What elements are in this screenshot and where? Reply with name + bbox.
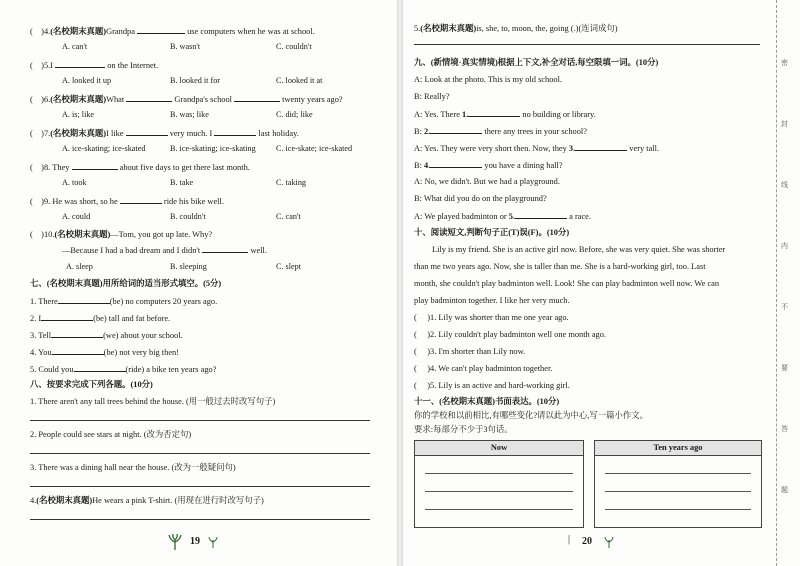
section-10-title: 十、阅读短文,判断句子正(T)误(F)。(10分)	[414, 228, 570, 237]
option-b: B. take	[170, 178, 194, 187]
binding-char: 不	[781, 303, 788, 311]
answer-blank[interactable]	[430, 126, 482, 134]
option-b: B. couldn't	[170, 212, 206, 221]
answer-blank[interactable]	[214, 128, 256, 136]
section-7-title: 七、(名校期末真题)用所给词的适当形式填空。(5分)	[30, 279, 222, 288]
fill-item-5: 5. Could you (ride) a bike ten years ago?	[30, 365, 217, 374]
dialog-line: A: Yes. They were very short then. Now, they 3. very tall.	[414, 144, 660, 153]
binding-char: 内	[781, 242, 788, 250]
page-number-left: 19	[190, 536, 200, 547]
dialog-line: B: 2. there any trees in your school?	[414, 127, 587, 136]
dialog-line: A: No, we didn't. But we had a playground.	[414, 177, 560, 186]
answer-line[interactable]	[414, 44, 760, 45]
fill-item-4: 4. You (be) not very big then!	[30, 348, 180, 357]
option-b: B. looked it for	[170, 76, 221, 85]
option-b: B. sleeping	[170, 262, 207, 271]
question-5: ( )5.I on the Internet.	[30, 61, 159, 70]
option-b: B. wasn't	[170, 42, 201, 51]
option-a: A. ice-skating; ice-skated	[62, 144, 146, 153]
passage-line: than me two years ago. Now, she is taller than me. She is a hard-working girl, too. Last	[414, 262, 706, 271]
page-number-right: 20	[582, 536, 592, 547]
binding-char: 密	[781, 59, 788, 67]
dialog-line: A: We played badminton or 5. a race.	[414, 212, 591, 221]
dialog-line: B: What did you do on the playground?	[414, 194, 547, 203]
binding-line	[776, 0, 777, 566]
option-c: C. ice-skate; ice-skated	[276, 144, 353, 153]
rewrite-item-2: 2. People could see stars at night. (改为否定句)	[30, 430, 192, 439]
answer-blank[interactable]	[51, 330, 103, 338]
answer-blank[interactable]	[137, 26, 185, 34]
option-b: B. was; like	[170, 110, 209, 119]
answer-blank[interactable]	[72, 162, 118, 170]
page-number-left-ornament	[168, 534, 182, 553]
writing-prompt: 你的学校和以前相比,有哪些变化?请以此为中心,写一篇小作文。	[414, 411, 649, 420]
option-c: C. did; like	[276, 110, 313, 119]
binding-char: 要	[781, 364, 788, 372]
ten-years-ago-header: Ten years ago	[595, 441, 761, 456]
rewrite-item-1: 1. There aren't any tall trees behind the house. (用一般过去时改写句子)	[30, 397, 276, 406]
answer-line[interactable]	[30, 453, 370, 454]
question-7: ( )7.(名校期末真题)I like very much. I last holiday.	[30, 129, 299, 138]
question-6: ( )6.(名校期末真题)What Grandpa's school twenty years ago?	[30, 95, 343, 104]
book-gutter	[397, 0, 403, 566]
answer-blank[interactable]	[52, 347, 104, 355]
rewrite-item-4: 4.(名校期末真题)He wears a pink T-shirt. (用现在进行时改写句子)	[30, 496, 264, 505]
option-c: C. taking	[276, 178, 307, 187]
fill-item-1: 1. There (be) no computers 20 years ago.	[30, 297, 218, 306]
answer-line[interactable]	[30, 486, 370, 487]
answer-blank[interactable]	[575, 143, 627, 151]
option-a: A. looked it up	[62, 76, 112, 85]
option-a: A. is; like	[62, 110, 95, 119]
now-box[interactable]	[414, 440, 584, 528]
dialog-line: A: Yes. There 1. no building or library.	[414, 110, 596, 119]
question-8: ( )8. They about five days to get there last month.	[30, 163, 250, 172]
answer-blank[interactable]	[234, 94, 280, 102]
binding-char: 封	[781, 120, 788, 128]
plant-icon-small	[208, 536, 218, 551]
answer-line[interactable]	[30, 420, 370, 421]
question-9: ( )9. He was short, so he ride his bike well.	[30, 197, 224, 206]
question-10: ( )10.(名校期末真题)—Tom, you got up late. Why?	[30, 230, 213, 239]
passage-line: Lily is my friend. She is an active girl now. Before, she was very quiet. She was shorter	[432, 245, 726, 254]
binding-char: 线	[781, 181, 788, 189]
dialog-line: A: Look at the photo. This is my old school.	[414, 75, 563, 84]
tf-item-4: ( )4. We can't play badminton together.	[414, 364, 553, 373]
writing-requirement: 要求:每部分不少于3句话。	[414, 425, 513, 434]
tf-item-2: ( )2. Lily couldn't play badminton well one month ago.	[414, 330, 607, 339]
dialog-line: B: 4. you have a dining hall?	[414, 161, 563, 170]
right-question-5: 5.(名校期末真题)is, she, to, moon, the, going (.)(连词成句)	[414, 24, 618, 33]
page-number-right-bar: |	[568, 534, 571, 545]
option-a: A. took	[62, 178, 87, 187]
option-a: A. sleep	[66, 262, 93, 271]
rewrite-item-3: 3. There was a dining hall near the house. (改为一般疑问句)	[30, 463, 236, 472]
question-4: ( )4.(名校期末真题)Grandpa use computers when he was at school.	[30, 27, 315, 36]
answer-blank[interactable]	[126, 128, 168, 136]
answer-blank[interactable]	[515, 211, 567, 219]
answer-blank[interactable]	[126, 94, 172, 102]
dialog-line: B: Really?	[414, 92, 450, 101]
binding-char: 题	[781, 486, 788, 494]
answer-blank[interactable]	[120, 196, 162, 204]
fill-item-2: 2. I (be) tall and fat before.	[30, 314, 171, 323]
tf-item-3: ( )3. I'm shorter than Lily now.	[414, 347, 526, 356]
answer-blank[interactable]	[468, 109, 520, 117]
tf-item-1: ( )1. Lily was shorter than me one year ago.	[414, 313, 569, 322]
section-11-title: 十一、(名校期末真题)书面表达。(10分)	[414, 397, 560, 406]
binding-char: 答	[781, 425, 788, 433]
fill-item-3: 3. Tell (we) about your school.	[30, 331, 183, 340]
answer-line[interactable]	[30, 519, 370, 520]
answer-blank[interactable]	[202, 245, 248, 253]
passage-line: month, she couldn't play badminton well. Look! She can play badminton well now. We can	[414, 279, 720, 288]
section-9-title: 九、(新情境·真实情境)根据上下文,补全对话,每空限填一词。(10分)	[414, 58, 659, 67]
answer-blank[interactable]	[58, 296, 110, 304]
option-b: B. ice-skating; ice-skating	[170, 144, 256, 153]
section-8-title: 八、按要求完成下列各题。(10分)	[30, 380, 153, 389]
passage-line: play badminton together. I like her very much.	[414, 296, 570, 305]
now-header: Now	[415, 441, 583, 456]
answer-blank[interactable]	[74, 364, 126, 372]
option-c: C. can't	[276, 212, 301, 221]
ten-years-ago-box[interactable]	[594, 440, 762, 528]
answer-blank[interactable]	[55, 60, 105, 68]
answer-blank[interactable]	[41, 313, 93, 321]
tf-item-5: ( )5. Lily is an active and hard-working girl.	[414, 381, 570, 390]
plant-icon	[168, 534, 182, 550]
option-c: C. slept	[276, 262, 302, 271]
answer-blank[interactable]	[430, 160, 482, 168]
option-a: A. can't	[62, 42, 88, 51]
question-10-line2: —Because I had a bad dream and I didn't well.	[62, 246, 267, 255]
option-a: A. could	[62, 212, 91, 221]
option-c: C. couldn't	[276, 42, 312, 51]
option-c: C. looked it at	[276, 76, 323, 85]
plant-icon-right	[604, 536, 614, 551]
